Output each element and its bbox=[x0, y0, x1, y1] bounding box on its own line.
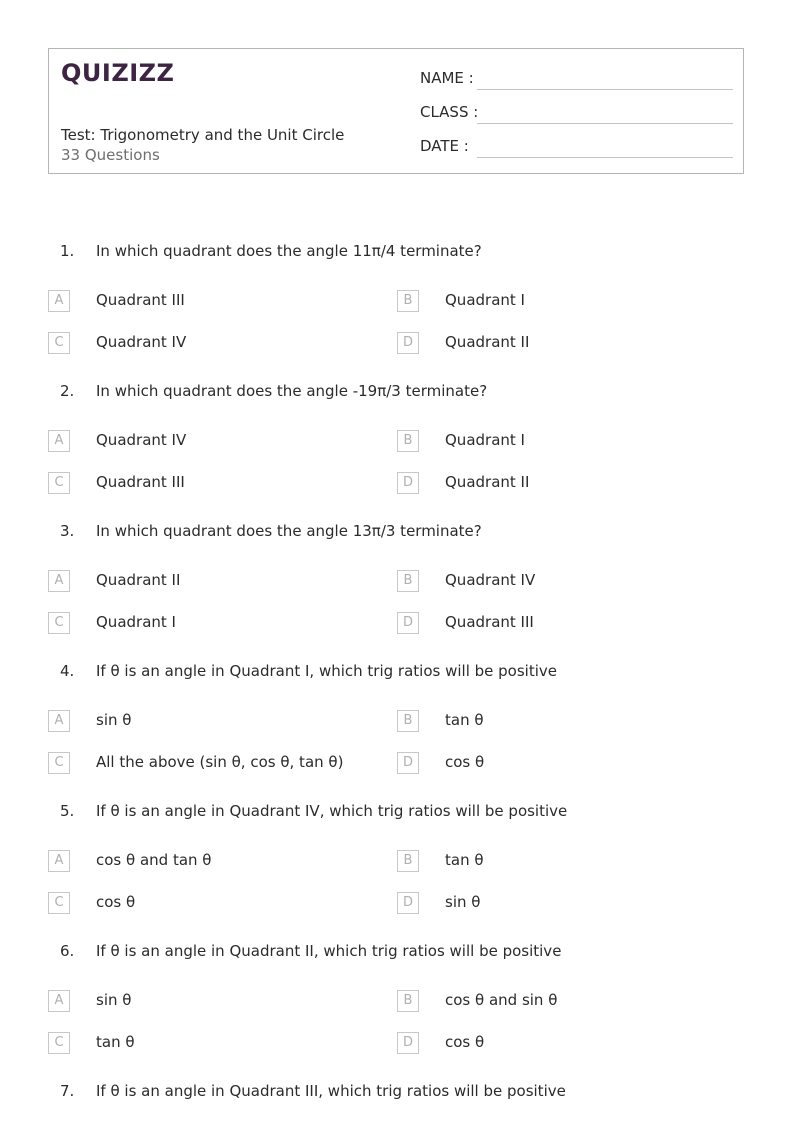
question-number: 1. bbox=[60, 242, 75, 260]
question-text: If θ is an angle in Quadrant I, which trig ratios will be positive bbox=[96, 662, 557, 680]
question-number: 6. bbox=[60, 942, 75, 960]
option-letter: A bbox=[48, 990, 70, 1012]
option-b bbox=[397, 850, 727, 874]
option-text: cos θ and tan θ bbox=[96, 851, 212, 869]
option-a bbox=[48, 990, 378, 1014]
option-text: sin θ bbox=[96, 991, 132, 1009]
option-text: Quadrant III bbox=[96, 473, 185, 491]
option-letter: B bbox=[397, 570, 419, 592]
option-letter: D bbox=[397, 752, 419, 774]
question-text: If θ is an angle in Quadrant IV, which trig ratios will be positive bbox=[96, 802, 568, 820]
option-text: Quadrant IV bbox=[96, 431, 187, 449]
option-text: tan θ bbox=[445, 851, 484, 869]
option-letter: C bbox=[48, 752, 70, 774]
option-text: Quadrant II bbox=[96, 571, 181, 589]
name-label: NAME : bbox=[420, 69, 474, 87]
question-text: In which quadrant does the angle -19π/3 terminate? bbox=[96, 382, 488, 400]
option-text: cos θ and sin θ bbox=[445, 991, 558, 1009]
option-a bbox=[48, 430, 378, 454]
option-text: Quadrant III bbox=[445, 613, 534, 631]
option-b bbox=[397, 430, 727, 454]
option-text: Quadrant II bbox=[445, 473, 530, 491]
option-c bbox=[48, 612, 378, 636]
option-a bbox=[48, 850, 378, 874]
option-letter: B bbox=[397, 430, 419, 452]
question-number: 7. bbox=[60, 1082, 75, 1100]
option-d bbox=[397, 612, 727, 636]
option-c bbox=[48, 752, 378, 776]
option-letter: A bbox=[48, 570, 70, 592]
option-a bbox=[48, 570, 378, 594]
option-b bbox=[397, 710, 727, 734]
date-label: DATE : bbox=[420, 137, 469, 155]
option-text: Quadrant I bbox=[445, 431, 525, 449]
class-line bbox=[477, 123, 733, 124]
option-letter: A bbox=[48, 430, 70, 452]
option-d bbox=[397, 1032, 727, 1056]
option-d bbox=[397, 892, 727, 916]
option-letter: B bbox=[397, 710, 419, 732]
question-text: In which quadrant does the angle 13π/3 terminate? bbox=[96, 522, 482, 540]
option-d bbox=[397, 332, 727, 356]
option-letter: A bbox=[48, 850, 70, 872]
option-text: Quadrant I bbox=[96, 613, 176, 631]
option-text: sin θ bbox=[96, 711, 132, 729]
option-c bbox=[48, 1032, 378, 1056]
option-letter: C bbox=[48, 472, 70, 494]
option-letter: A bbox=[48, 710, 70, 732]
option-d bbox=[397, 752, 727, 776]
option-letter: B bbox=[397, 290, 419, 312]
question-number: 4. bbox=[60, 662, 75, 680]
option-text: cos θ bbox=[96, 893, 136, 911]
option-text: cos θ bbox=[445, 753, 485, 771]
class-field bbox=[420, 100, 733, 124]
option-letter: D bbox=[397, 332, 419, 354]
option-d bbox=[397, 472, 727, 496]
option-text: Quadrant II bbox=[445, 333, 530, 351]
option-letter: C bbox=[48, 612, 70, 634]
option-letter: C bbox=[48, 1032, 70, 1054]
option-text: All the above (sin θ, cos θ, tan θ) bbox=[96, 753, 344, 771]
option-b bbox=[397, 290, 727, 314]
test-title: Test: Trigonometry and the Unit Circle bbox=[61, 126, 345, 144]
question-text: In which quadrant does the angle 11π/4 terminate? bbox=[96, 242, 482, 260]
option-letter: D bbox=[397, 892, 419, 914]
option-b bbox=[397, 570, 727, 594]
question-text: If θ is an angle in Quadrant III, which trig ratios will be positive bbox=[96, 1082, 566, 1100]
date-line bbox=[477, 157, 733, 158]
option-c bbox=[48, 472, 378, 496]
question-number: 2. bbox=[60, 382, 75, 400]
option-text: Quadrant I bbox=[445, 291, 525, 309]
question-text: If θ is an angle in Quadrant II, which trig ratios will be positive bbox=[96, 942, 562, 960]
option-letter: C bbox=[48, 892, 70, 914]
option-letter: D bbox=[397, 472, 419, 494]
name-field bbox=[420, 66, 733, 90]
question-number: 3. bbox=[60, 522, 75, 540]
option-letter: B bbox=[397, 990, 419, 1012]
option-text: Quadrant IV bbox=[96, 333, 187, 351]
name-line bbox=[477, 89, 733, 90]
option-c bbox=[48, 332, 378, 356]
option-c bbox=[48, 892, 378, 916]
option-text: Quadrant IV bbox=[445, 571, 536, 589]
option-letter: B bbox=[397, 850, 419, 872]
option-a bbox=[48, 710, 378, 734]
option-letter: D bbox=[397, 1032, 419, 1054]
option-letter: D bbox=[397, 612, 419, 634]
option-text: tan θ bbox=[445, 711, 484, 729]
class-label: CLASS : bbox=[420, 103, 479, 121]
option-a bbox=[48, 290, 378, 314]
quizizz-logo: QUIZIZZ bbox=[61, 59, 175, 87]
option-letter: A bbox=[48, 290, 70, 312]
option-text: cos θ bbox=[445, 1033, 485, 1051]
option-text: tan θ bbox=[96, 1033, 135, 1051]
worksheet-header bbox=[48, 48, 744, 174]
date-field bbox=[420, 134, 733, 158]
question-number: 5. bbox=[60, 802, 75, 820]
option-b bbox=[397, 990, 727, 1014]
option-text: Quadrant III bbox=[96, 291, 185, 309]
question-count: 33 Questions bbox=[61, 146, 160, 164]
option-text: sin θ bbox=[445, 893, 481, 911]
option-letter: C bbox=[48, 332, 70, 354]
